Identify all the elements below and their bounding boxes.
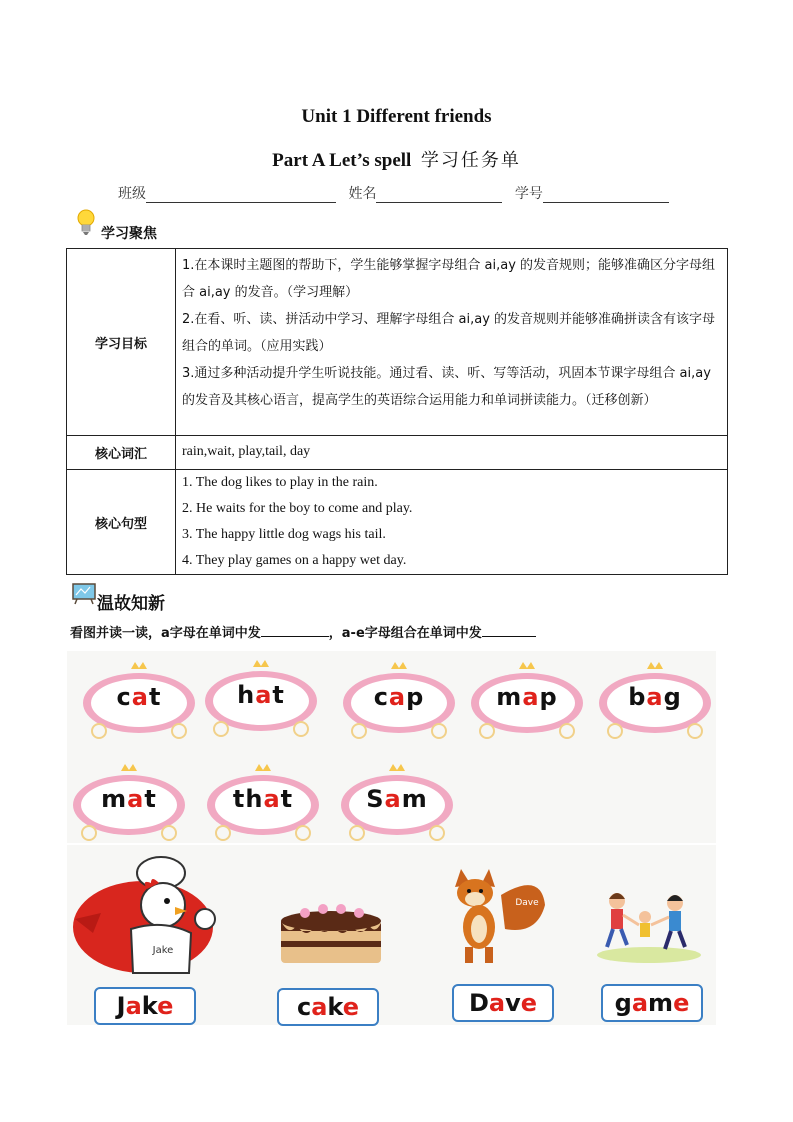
sentence-2: 2. He waits for the boy to come and play.	[182, 501, 413, 516]
learning-focus-table	[66, 248, 728, 575]
worksheet-title: Unit 1 Different friends	[301, 106, 492, 127]
blackboard-icon	[72, 583, 96, 610]
vocab-content	[176, 436, 728, 470]
carriage-card	[71, 761, 187, 841]
rooster-chef-icon	[71, 849, 231, 979]
word-card-dave: Dave	[452, 984, 554, 1022]
number-label: 学号	[514, 186, 543, 202]
carriage-card	[203, 657, 319, 737]
table-row	[67, 470, 728, 575]
answer-blank-1[interactable]	[261, 624, 329, 637]
picture-words-panel	[67, 845, 716, 1025]
carriage-word: Sam	[366, 785, 428, 813]
goal-3: 3.通过多种活动提升学生听说技能。通过看、读、听、写等活动，巩固本节课字母组合 ai,ay 的发音及其核心语言，提高学生的英语综合运用能力和单词拼读能力。（迁移创新）	[182, 366, 711, 408]
sentence-1: 1. The dog likes to play in the rain.	[182, 475, 378, 490]
answer-blank-2[interactable]	[482, 624, 536, 637]
word-card-jake: Jake	[94, 987, 196, 1025]
carriage-word: map	[496, 683, 558, 711]
table-row	[67, 436, 728, 470]
word-card-game: game	[601, 984, 703, 1022]
class-blank[interactable]	[146, 188, 336, 203]
review-heading: 温故知新	[97, 594, 165, 614]
carriage-card	[339, 761, 455, 841]
carriage-card	[597, 659, 713, 739]
row-label-sentences: 核心句型	[67, 470, 176, 575]
svg-text:Dave: Dave	[515, 898, 539, 908]
carriage-card	[81, 659, 197, 739]
carriage-word: cat	[116, 683, 162, 711]
row-label-vocab: 核心词汇	[67, 436, 176, 470]
svg-text:Jake: Jake	[152, 945, 174, 956]
question-text-2: ，a-e字母组合在单词中发	[328, 626, 482, 641]
goal-2: 2.在看、听、读、拼活动中学习、理解字母组合 ai,ay 的发音规则并能够准确拼读含有该字母组合的单词。（应用实践）	[182, 312, 716, 354]
number-blank[interactable]	[543, 188, 669, 203]
review-question	[70, 622, 536, 641]
class-label: 班级	[118, 186, 146, 202]
table-row	[67, 249, 728, 436]
subtitle-english: Part A Let’s spell	[272, 150, 412, 171]
sentences-content	[176, 470, 728, 575]
carriage-word: that	[232, 785, 294, 813]
worksheet-subtitle	[0, 146, 793, 172]
question-text-1: 看图并读一读，a字母在单词中发	[70, 626, 261, 641]
row-label-goals: 学习目标	[67, 249, 176, 436]
carriage-words-panel	[67, 651, 716, 843]
name-blank[interactable]	[376, 188, 502, 203]
cake-icon	[275, 901, 387, 971]
name-label: 姓名	[348, 186, 377, 202]
goal-1: 1.在本课时主题图的帮助下，学生能够掌握字母组合 ai,ay 的发音规则；能够准确区分字母组合 ai,ay 的发音。（学习理解）	[182, 258, 716, 300]
fox-icon	[441, 865, 551, 965]
carriage-word: cap	[373, 683, 425, 711]
sentence-3: 3. The happy little dog wags his tail.	[182, 527, 386, 542]
subtitle-chinese: 学习任务单	[420, 150, 521, 171]
kids-playing-icon	[589, 881, 705, 965]
carriage-word: bag	[628, 683, 682, 711]
vocab-list: rain,wait, play,tail, day	[182, 444, 311, 459]
focus-heading: 学习聚焦	[101, 226, 157, 242]
carriage-word: mat	[101, 785, 157, 813]
sentence-4: 4. They play games on a happy wet day.	[182, 553, 407, 568]
goals-content	[176, 249, 728, 436]
carriage-card	[341, 659, 457, 739]
carriage-word: hat	[237, 681, 285, 709]
student-info-row	[118, 183, 677, 203]
carriage-card	[469, 659, 585, 739]
lightbulb-icon	[76, 208, 96, 243]
carriage-card	[205, 761, 321, 841]
word-card-cake: cake	[277, 988, 379, 1026]
